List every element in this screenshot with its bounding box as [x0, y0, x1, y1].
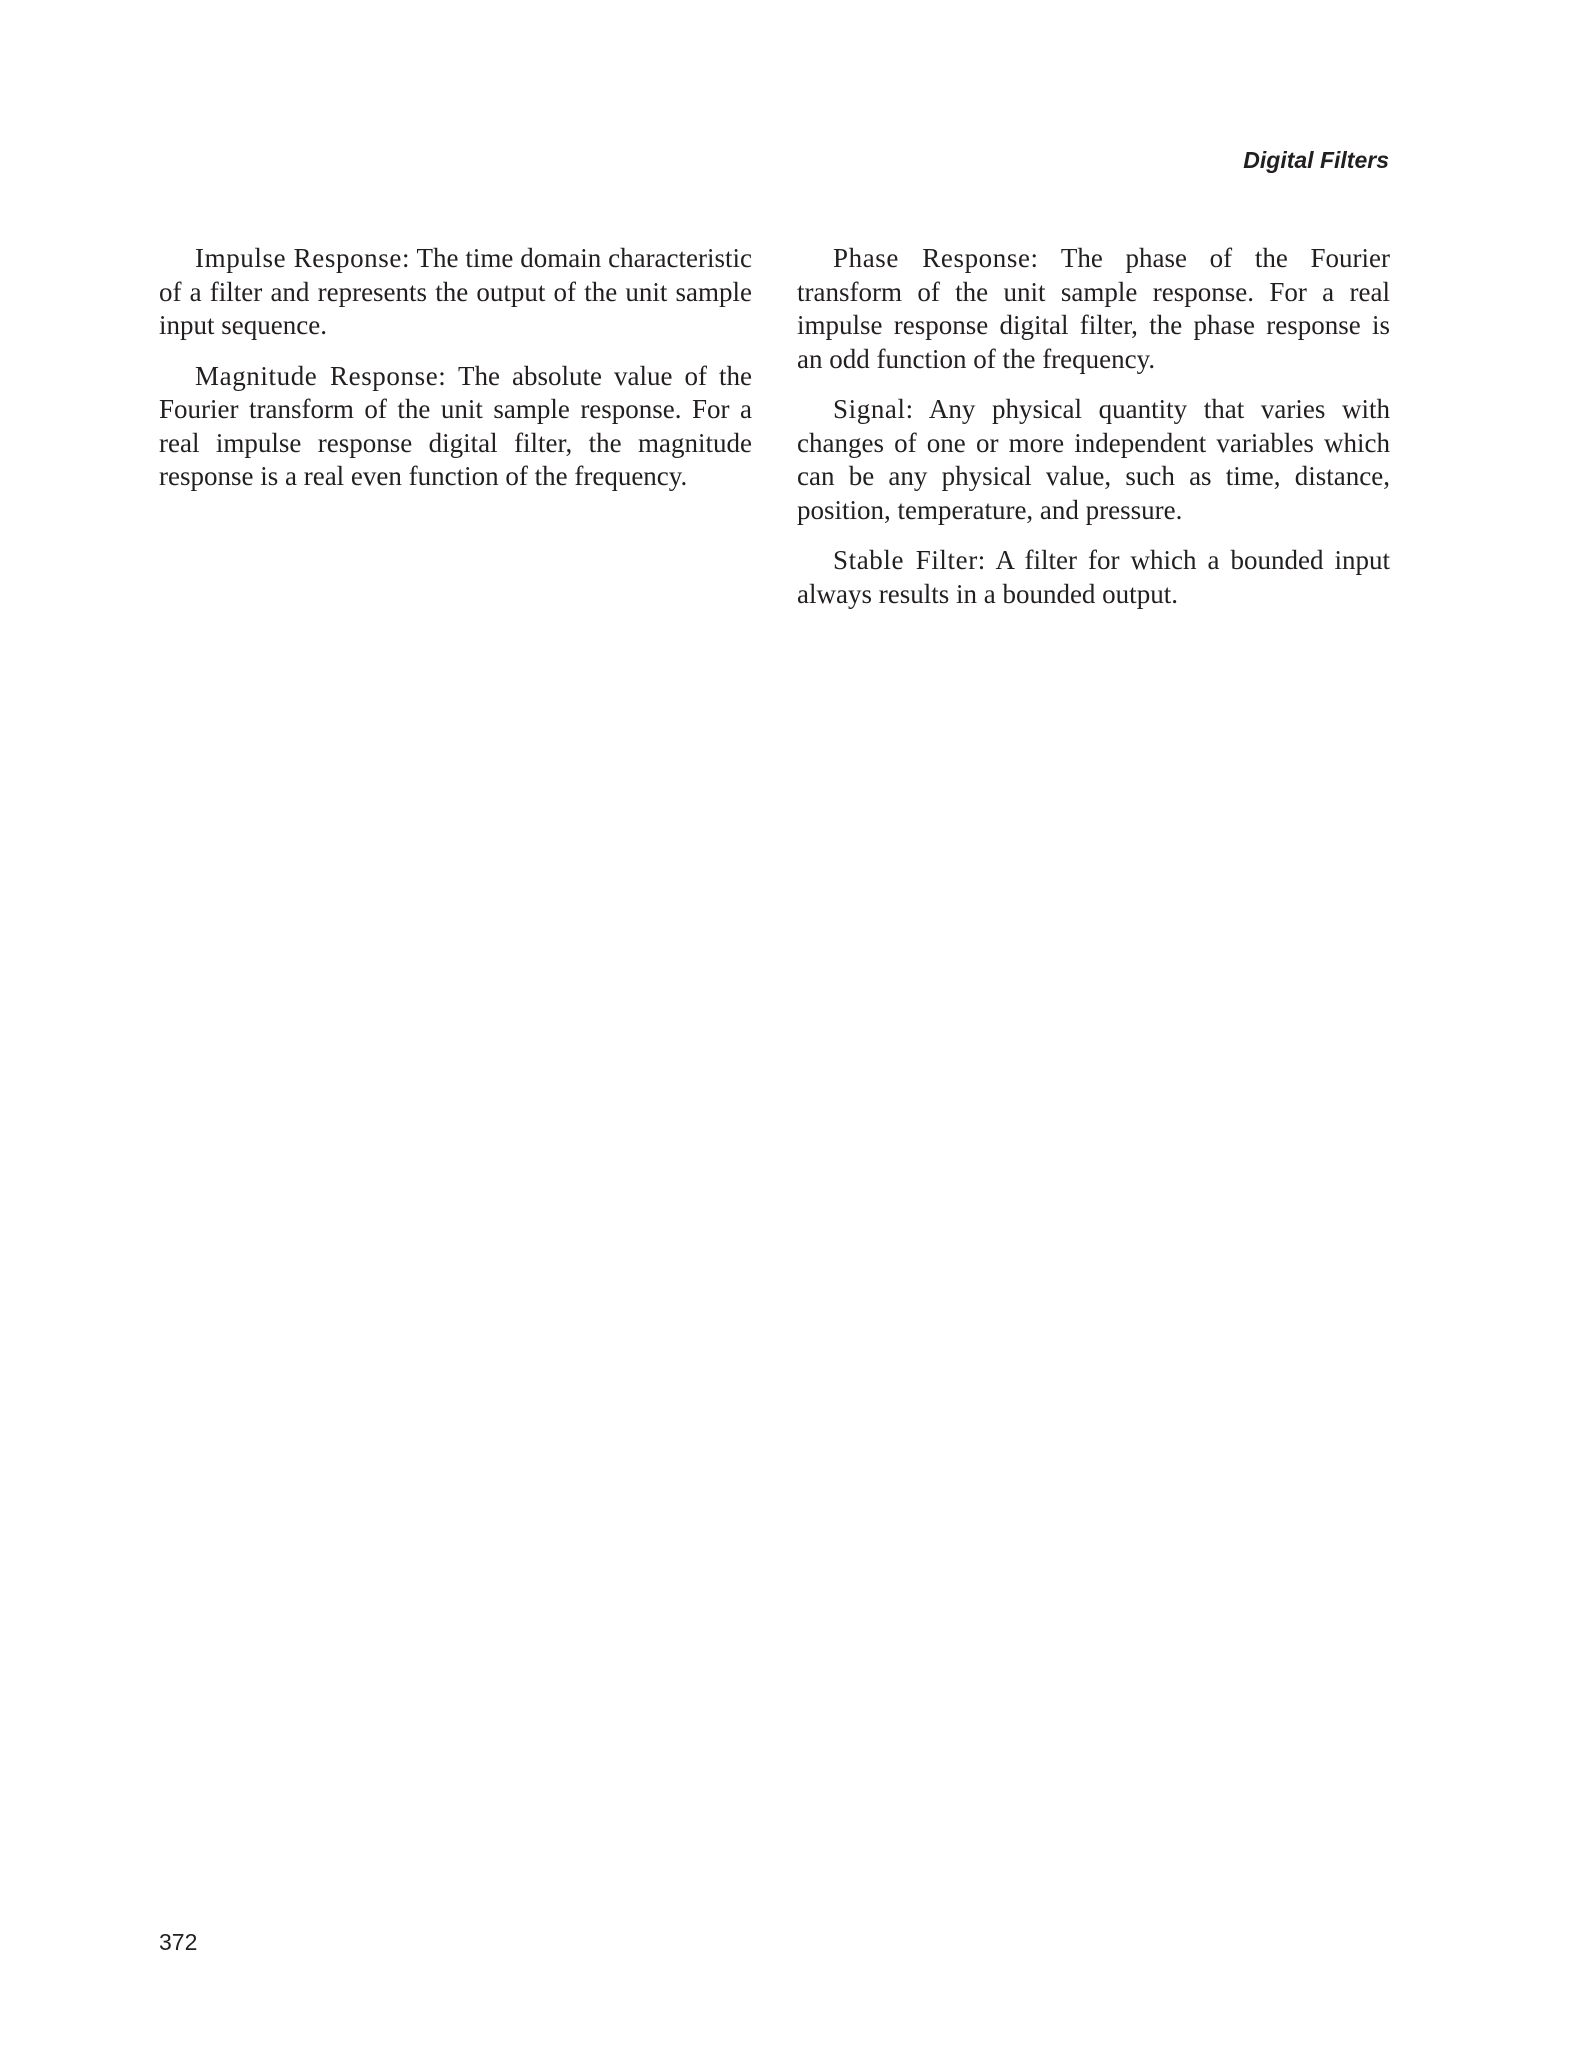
- glossary-definition: Any physical quantity that varies with changes of one or more independent variables which can be any physical value, such as time, distance, position, temperature, and pressure.: [797, 394, 1390, 525]
- glossary-entry-signal: [797, 393, 1390, 527]
- glossary-term: Impulse Response:: [195, 243, 411, 273]
- glossary-definition: The phase of the Fourier transform of the unit sample response. For a real impulse response digital filter, the phase response is an odd function of the frequency.: [797, 243, 1391, 374]
- glossary-definition: A filter for which a bounded input always results in a bounded output.: [797, 545, 1390, 609]
- right-column: [797, 242, 1390, 628]
- glossary-entry-impulse-response: [159, 242, 752, 343]
- glossary-entry-stable-filter: [797, 544, 1390, 611]
- glossary-term: Stable Filter:: [833, 545, 986, 575]
- glossary-definition: The time domain characteristic of a filter and represents the output of the unit sample input sequence.: [159, 243, 752, 340]
- glossary-term: Phase Response:: [833, 243, 1039, 273]
- glossary-entry-magnitude-response: [159, 360, 752, 494]
- glossary-entry-phase-response: [797, 242, 1390, 376]
- running-head: Digital Filters: [1243, 147, 1389, 173]
- page-number: 372: [159, 1929, 198, 1955]
- glossary-term: Magnitude Response:: [195, 360, 447, 391]
- left-column: [159, 242, 752, 511]
- glossary-definition: The absolute value of the Fourier transform of the unit sample response. For a real impulse response digital filter, the magnitude response is a real even function of the frequency.: [159, 360, 752, 491]
- glossary-term: Signal:: [833, 394, 914, 424]
